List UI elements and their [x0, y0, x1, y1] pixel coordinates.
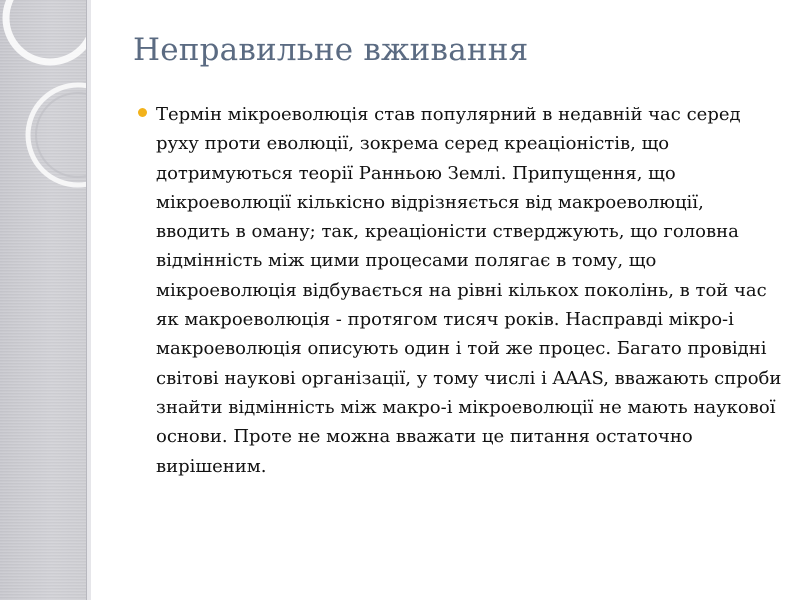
bullet-item [138, 100, 783, 481]
panel-divider [86, 0, 91, 600]
slide-content [138, 100, 783, 481]
decorative-circles-graphic [0, 0, 86, 600]
slide-title: Неправильне вживання [133, 32, 529, 68]
decorative-side-panel [0, 0, 86, 600]
bullet-dot-icon [138, 108, 147, 117]
bullet-text: Термін мікроеволюція став популярний в недавній час серед руху проти еволюції, зокрема серед креаціоністів, що дотримуються теорії Ранньою Землі. Припущення, що мікроеволюції кількісно відрізняється від макроеволюції, вводить в оману; так, креаціоністи стверджують, що головна відмінність між цими процесами полягає в тому, що мікроеволюція відбувається на рівні кількох поколінь, в той час як макроеволюція - протягом тисяч років. Насправді мікро-і макроеволюція описують один і той же процес. Багато провідні світові наукові організації, у тому числі і AAAS, вважають спроби знайти відмінність між макро-і мікроеволюції не мають наукової основи. Проте не можна вважати це питання остаточно вирішеним. [156, 104, 782, 477]
